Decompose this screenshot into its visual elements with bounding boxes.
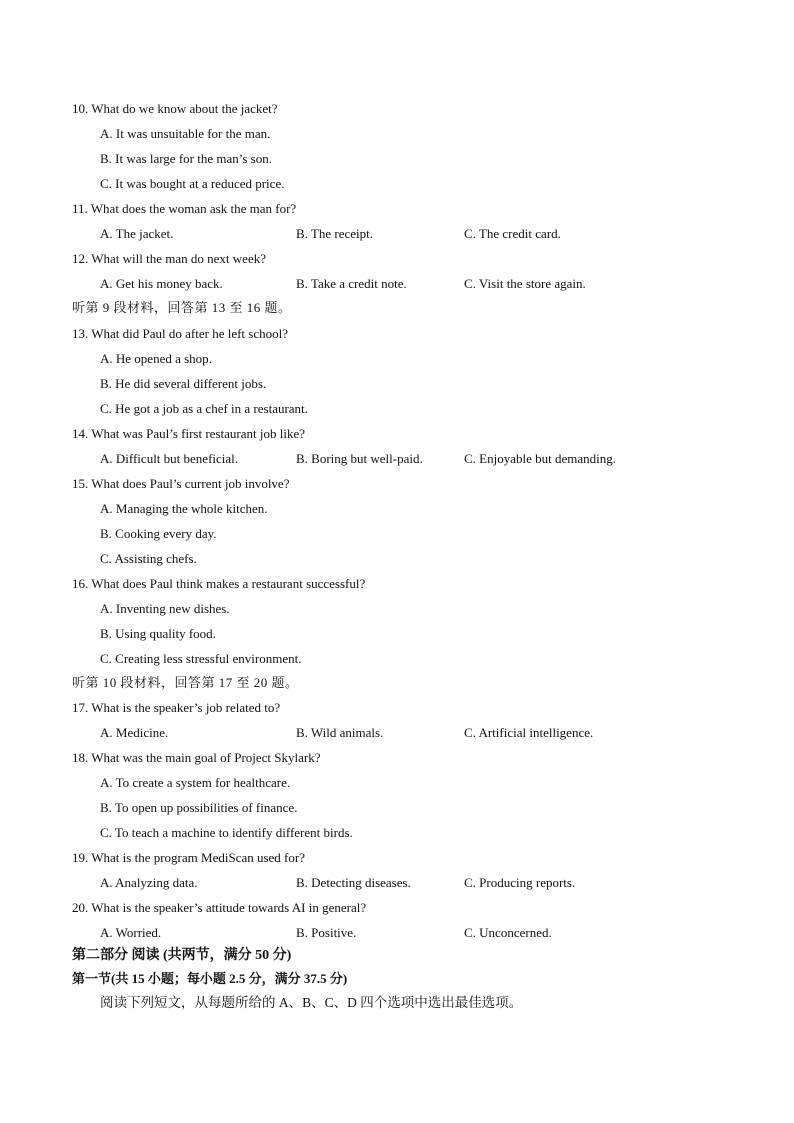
question-16: 16. What does Paul think makes a restaurant successful? xyxy=(72,576,366,591)
question-19: 19. What is the program MediScan used for? xyxy=(72,850,305,865)
question-18-option-c: C. To teach a machine to identify different birds. xyxy=(100,825,353,840)
question-10-option-c: C. It was bought at a reduced price. xyxy=(100,176,285,191)
question-11-option-a: A. The jacket. xyxy=(100,226,174,241)
question-12-option-b: B. Take a credit note. xyxy=(296,276,407,291)
part-2-instruction: 阅读下列短文，从每题所给的 A、B、C、D 四个选项中选出最佳选项。 xyxy=(100,995,523,1010)
question-11: 11. What does the woman ask the man for? xyxy=(72,201,297,216)
question-20: 20. What is the speaker’s attitude towards AI in general? xyxy=(72,900,367,915)
question-15-option-c: C. Assisting chefs. xyxy=(100,551,197,566)
part-2-heading: 第二部分 阅读 (共两节，满分 50 分) xyxy=(72,948,292,963)
question-12-option-c: C. Visit the store again. xyxy=(464,276,586,291)
question-17-option-a: A. Medicine. xyxy=(100,725,169,740)
question-19-option-a: A. Analyzing data. xyxy=(100,875,198,890)
question-11-option-b: B. The receipt. xyxy=(296,226,374,241)
question-17-option-b: B. Wild animals. xyxy=(296,725,384,740)
question-10-option-b: B. It was large for the man’s son. xyxy=(100,151,272,166)
question-14-option-a: A. Difficult but beneficial. xyxy=(100,451,239,466)
question-10-option-a: A. It was unsuitable for the man. xyxy=(100,126,271,141)
question-13-option-a: A. He opened a shop. xyxy=(100,351,212,366)
question-20-option-a: A. Worried. xyxy=(100,925,162,940)
question-18-option-b: B. To open up possibilities of finance. xyxy=(100,800,298,815)
question-18-option-a: A. To create a system for healthcare. xyxy=(100,775,291,790)
question-17-option-c: C. Artificial intelligence. xyxy=(464,725,594,740)
question-14-option-c: C. Enjoyable but demanding. xyxy=(464,451,617,466)
section-9-instruction: 听第 9 段材料，回答第 13 至 16 题。 xyxy=(72,300,292,315)
question-12: 12. What will the man do next week? xyxy=(72,251,266,266)
question-20-option-b: B. Positive. xyxy=(296,925,357,940)
question-17: 17. What is the speaker’s job related to? xyxy=(72,700,281,715)
question-14-option-b: B. Boring but well-paid. xyxy=(296,451,423,466)
part-2-section-1-heading: 第一节(共 15 小题；每小题 2.5 分，满分 37.5 分) xyxy=(72,971,348,986)
question-16-option-c: C. Creating less stressful environment. xyxy=(100,651,302,666)
question-19-option-b: B. Detecting diseases. xyxy=(296,875,411,890)
question-12-option-a: A. Get his money back. xyxy=(100,276,223,291)
question-16-option-a: A. Inventing new dishes. xyxy=(100,601,230,616)
section-10-instruction: 听第 10 段材料，回答第 17 至 20 题。 xyxy=(72,675,299,690)
question-18: 18. What was the main goal of Project Skylark? xyxy=(72,750,321,765)
question-15-option-a: A. Managing the whole kitchen. xyxy=(100,501,268,516)
question-13-option-c: C. He got a job as a chef in a restaurant. xyxy=(100,401,308,416)
question-16-option-b: B. Using quality food. xyxy=(100,626,216,641)
question-15-option-b: B. Cooking every day. xyxy=(100,526,217,541)
question-13: 13. What did Paul do after he left school? xyxy=(72,326,289,341)
question-20-option-c: C. Unconcerned. xyxy=(464,925,552,940)
question-14: 14. What was Paul’s first restaurant job like? xyxy=(72,426,305,441)
question-15: 15. What does Paul’s current job involve? xyxy=(72,476,290,491)
question-10: 10. What do we know about the jacket? xyxy=(72,101,278,116)
question-13-option-b: B. He did several different jobs. xyxy=(100,376,267,391)
question-11-option-c: C. The credit card. xyxy=(464,226,561,241)
question-19-option-c: C. Producing reports. xyxy=(464,875,576,890)
